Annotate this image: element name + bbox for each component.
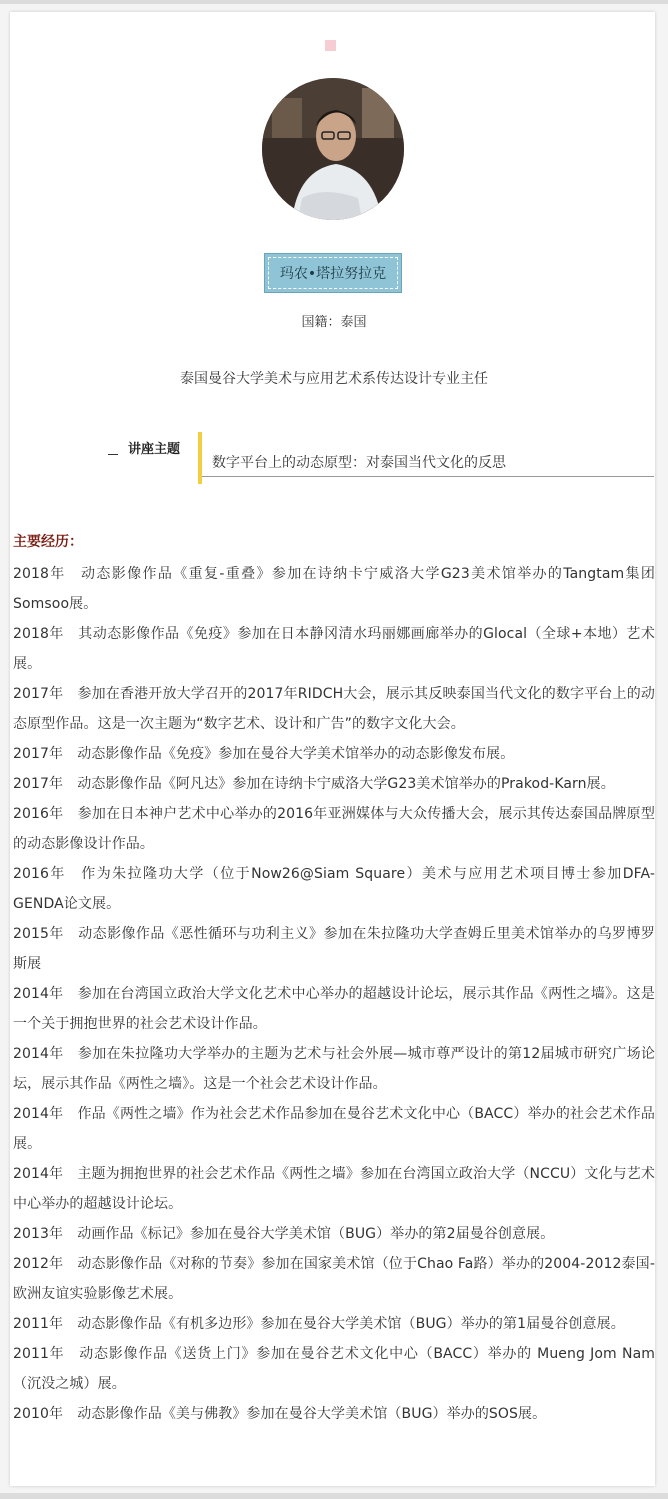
portrait-photo-icon: [262, 78, 404, 220]
name-badge: [264, 253, 402, 293]
speaker-name: 玛农•塔拉努拉克: [279, 266, 387, 282]
avatar: [262, 78, 404, 220]
experience-item: 2014年 参加在朱拉隆功大学举办的主题为艺术与社会外展—城市尊严设计的第12届城市研究广场论坛，展示其作品《两性之墙》。这是一个社会艺术设计作品。: [13, 1046, 655, 1092]
experience-item: 2016年 作为朱拉隆功大学（位于Now26@Siam Square）美术与应用艺术项目博士参加DFA-GENDA论文展。: [13, 866, 655, 912]
experience-item: 2017年 动态影像作品《阿凡达》参加在诗纳卡宁威洛大学G23美术馆举办的Prakod-Karn展。: [13, 776, 615, 792]
lecture-label: 讲座主题: [128, 442, 181, 457]
speaker-position: 泰国曼谷大学美术与应用艺术系传达设计专业主任: [180, 371, 488, 387]
experience-item: 2013年 动画作品《标记》参加在曼谷大学美术馆（BUG）举办的第2届曼谷创意展。: [13, 1226, 555, 1242]
experience-item: 2010年 动态影像作品《美与佛教》参加在曼谷大学美术馆（BUG）举办的SOS展。: [13, 1406, 547, 1422]
experience-list: [13, 559, 655, 1429]
experience-item: 2014年 参加在台湾国立政治大学文化艺术中心举办的超越设计论坛，展示其作品《两性之墙》。这是一个关于拥抱世界的社会艺术设计作品。: [13, 986, 655, 1032]
experience-item: 2017年 动态影像作品《免疫》参加在曼谷大学美术馆举办的动态影像发布展。: [13, 746, 515, 762]
nationality: 国籍：泰国: [301, 315, 367, 330]
lecture-underline: [202, 476, 654, 477]
experience-item: 2018年 动态影像作品《重复-重叠》参加在诗纳卡宁威洛大学G23美术馆举办的Tangtam集团Somsoo展。: [13, 566, 655, 612]
experience-item: 2011年 动态影像作品《送货上门》参加在曼谷艺术文化中心（BACC）举办的 Mueng Jom Nam（沉没之城）展。: [13, 1346, 655, 1392]
decorative-square: [325, 40, 336, 51]
experience-item: 2014年 作品《两性之墙》作为社会艺术作品参加在曼谷艺术文化中心（BACC）举办的社会艺术作品展。: [13, 1106, 655, 1152]
experience-item: 2016年 参加在日本神户艺术中心举办的2016年亚洲媒体与大众传播大会，展示其传达泰国品牌原型的动态影像设计作品。: [13, 806, 655, 852]
experience-item: 2018年 其动态影像作品《免疫》参加在日本静冈清水玛丽娜画廊举办的Glocal（全球+本地）艺术展。: [13, 626, 655, 672]
experience-item: 2015年 动态影像作品《恶性循环与功利主义》参加在朱拉隆功大学查姆丘里美术馆举办的乌罗博罗斯展: [13, 926, 655, 972]
lecture-dash: [108, 454, 118, 455]
lecture-title: 数字平台上的动态原型：对泰国当代文化的反思: [212, 455, 506, 471]
experience-heading: 主要经历：: [13, 534, 83, 550]
bottom-divider: [0, 1493, 668, 1499]
top-divider: [0, 0, 668, 4]
experience-item: 2014年 主题为拥抱世界的社会艺术作品《两性之墙》参加在台湾国立政治大学（NCCU）文化与艺术中心举办的超越设计论坛。: [13, 1166, 655, 1212]
experience-item: 2012年 动态影像作品《对称的节奏》参加在国家美术馆（位于Chao Fa路）举办的2004-2012泰国-欧洲友谊实验影像艺术展。: [13, 1256, 655, 1302]
experience-item: 2017年 参加在香港开放大学召开的2017年RIDCH大会，展示其反映泰国当代文化的数字平台上的动态原型作品。这是一次主题为“数字艺术、设计和广告”的数字文化大会。: [13, 686, 655, 732]
experience-item: 2011年 动态影像作品《有机多边形》参加在曼谷大学美术馆（BUG）举办的第1届曼谷创意展。: [13, 1316, 625, 1332]
